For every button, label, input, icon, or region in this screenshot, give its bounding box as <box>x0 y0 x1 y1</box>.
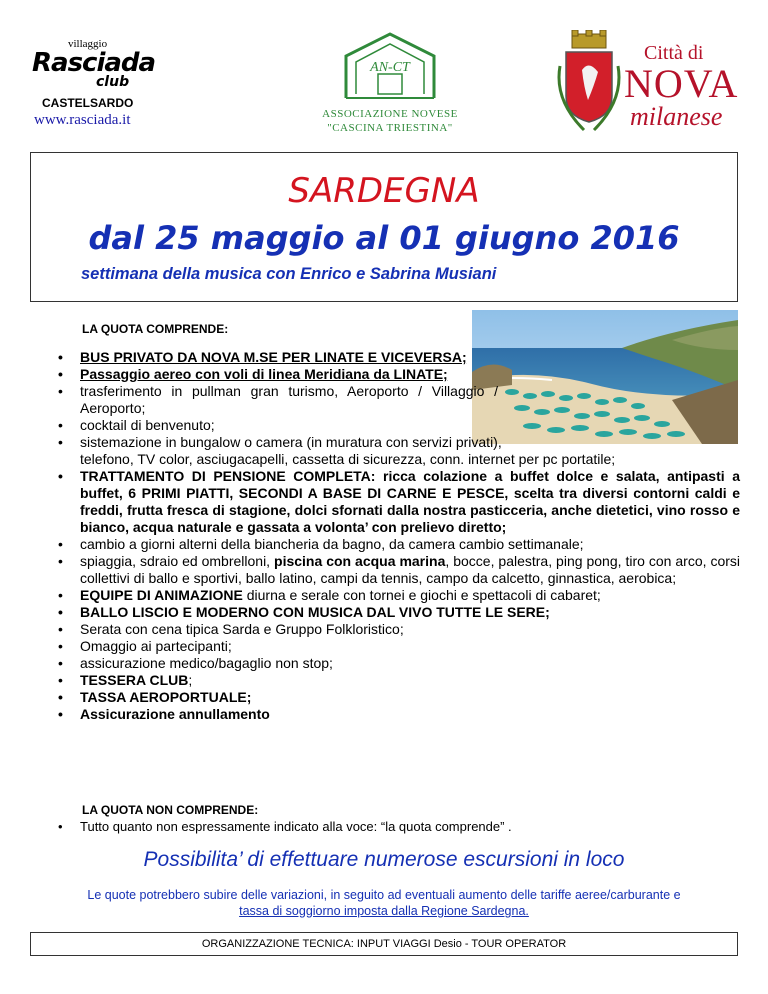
list-item: • cocktail di benvenuto; <box>58 417 740 434</box>
list-item: • cambio a giorni alterni della biancheria da bagno, da camera cambio settimanale; <box>58 536 740 553</box>
anct-logo <box>302 28 478 138</box>
rasciada-logo <box>30 36 170 132</box>
disclaimer-line2: tassa di soggiorno imposta dalla Regione Sardegna. <box>239 904 529 918</box>
list-item <box>58 672 740 689</box>
list-item: • Omaggio ai partecipanti; <box>58 638 740 655</box>
logo-club-text: club <box>96 74 130 90</box>
destination-title: SARDEGNA <box>288 171 480 211</box>
dates-title: dal 25 maggio al 01 giugno 2016 <box>88 219 680 257</box>
subtitle: settimana della musica con Enrico e Sabrina Musiani <box>81 265 497 283</box>
anct-emblem-icon <box>302 28 478 104</box>
list-item: • Assicurazione annullamento <box>58 706 740 723</box>
list-item-text: , bocce, palestra, ping pong, tiro con arco, corsi collettivi di ballo e sportivi, ballo latino, campi da tennis, campo da calcetto, ginnastica, aerobica; <box>80 553 740 586</box>
list-item-text: sistemazione in bungalow o camera (in muratura con servizi privati), <box>80 434 502 450</box>
logo-nova-text: NOVA <box>624 61 739 106</box>
includes-label: LA QUOTA COMPRENDE: <box>82 322 229 336</box>
list-item: • BALLO LISCIO E MODERNO CON MUSICA DAL VIVO TUTTE LE SERE; <box>58 604 740 621</box>
footer-box <box>30 932 738 956</box>
list-item-bold: EQUIPE DI ANIMAZIONE <box>80 587 243 603</box>
list-item: • assicurazione medico/bagaglio non stop; <box>58 655 740 672</box>
list-item: • BUS PRIVATO DA NOVA M.SE PER LINATE E VICEVERSA; <box>58 349 498 366</box>
disclaimer-line1: Le quote potrebbero subire delle variazioni, in seguito ad eventuali aumento delle tariffe aeree/carburante e <box>87 888 681 902</box>
list-item-text: diurna e serale con tornei e giochi e spettacoli di cabaret; <box>242 587 601 603</box>
website-url: www.rasciada.it <box>34 112 131 128</box>
logo-milanese-text: milanese <box>630 102 723 131</box>
list-item-bold: TESSERA CLUB <box>80 672 189 688</box>
anct-emblem-text: AN-CT <box>370 60 410 75</box>
list-item: • TASSA AEROPORTUALE; <box>58 689 740 706</box>
excludes-list <box>58 819 678 835</box>
list-item-text: spiaggia, sdraio ed ombrelloni, <box>80 553 275 569</box>
list-item: • Serata con cena tipica Sarda e Gruppo Folkloristico; <box>58 621 740 638</box>
logo-location-text: CASTELSARDO <box>42 96 134 110</box>
title-box <box>30 152 738 302</box>
list-item-bold: piscina con acqua marina <box>274 553 446 569</box>
list-item: • Passaggio aereo con voli di linea Meridiana da LINATE; <box>58 366 498 383</box>
price-disclaimer <box>36 887 732 919</box>
list-item <box>58 587 740 604</box>
list-item <box>58 553 740 587</box>
nova-milanese-logo <box>554 30 750 140</box>
list-item: • TRATTAMENTO DI PENSIONE COMPLETA: ricca colazione a buffet dolce e salata, antipasti a buffet, 6 PRIMI PIATTI, SECONDI A BASE DI CARNE E PESCE, scelta tra diversi contorni caldi e freddi, frutta fresca di stagione, dolci sfornati dalla nostra pasticceria, anche dietetici, vino rosso e bianco, acqua naturale e gassata a volonta’ con prelievo diretto; <box>58 468 740 536</box>
logo-citta-text: Città di <box>644 42 704 64</box>
list-item <box>58 434 740 468</box>
list-item: • trasferimento in pullman gran turismo, Aeroporto / Villaggio / Aeroporto; <box>58 383 498 417</box>
anct-caption-line1: ASSOCIAZIONE NOVESE <box>322 108 458 120</box>
list-item: • Tutto quanto non espressamente indicato alla voce: “la quota comprende” . <box>58 819 678 835</box>
list-item-continuation: telefono, TV color, asciugacapelli, cassetta di sicurezza, conn. internet per pc portatile; <box>80 451 616 467</box>
includes-list <box>58 349 740 723</box>
list-item-text: ; <box>188 672 193 688</box>
logo-villaggio-text: villaggio <box>68 38 108 50</box>
footer-text: ORGANIZZAZIONE TECNICA: INPUT VIAGGI Desio - TOUR OPERATOR <box>201 938 567 950</box>
logo-rasciada-text: Rasciada <box>32 48 156 78</box>
anct-caption-line2: "CASCINA TRIESTINA" <box>327 122 453 134</box>
excludes-label: LA QUOTA NON COMPRENDE: <box>82 803 259 817</box>
coat-of-arms-icon <box>554 30 624 136</box>
excursions-note: Possibilita’ di effettuare numerose escursioni in loco <box>143 848 625 871</box>
